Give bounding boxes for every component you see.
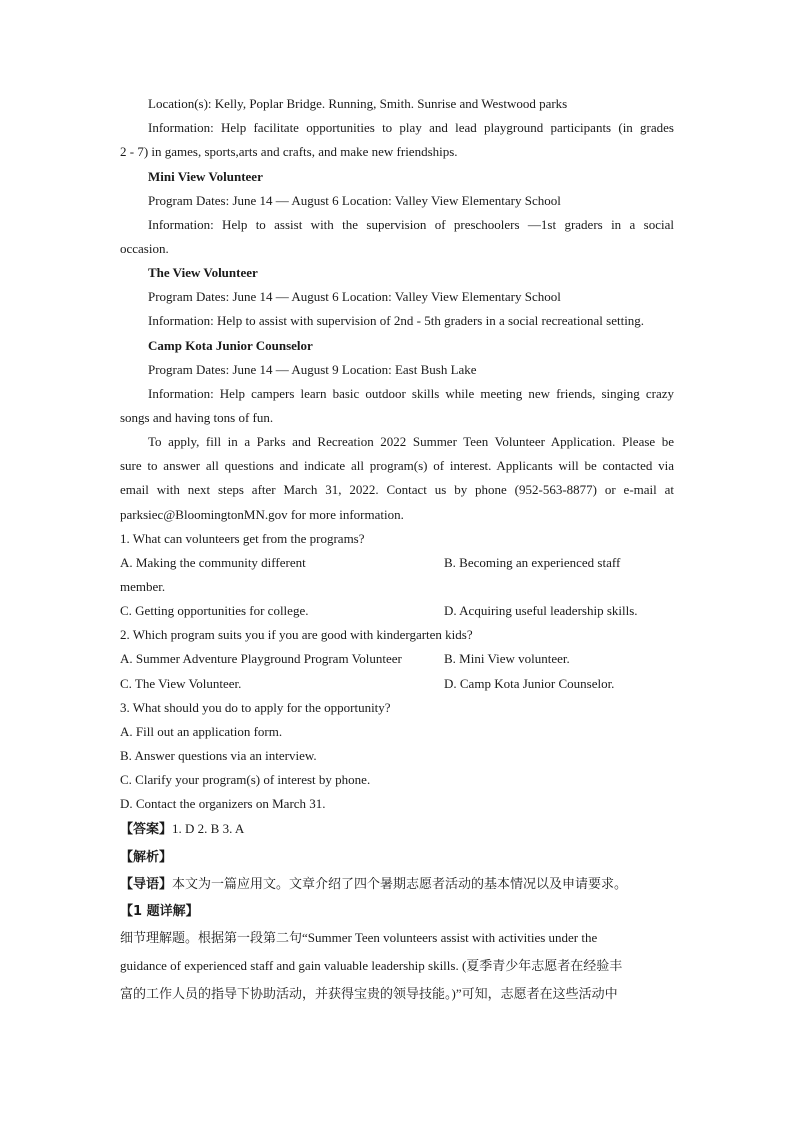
question-stem: 2. Which program suits you if you are good with kindergarten kids? (120, 627, 473, 642)
info-line: Information: Help facilitate opportunities to play and lead playground participants (in grades (148, 120, 674, 135)
info-line: occasion. (120, 241, 169, 256)
option-c: C. Clarify your program(s) of interest by phone. (120, 772, 371, 787)
option-d: D. Contact the organizers on March 31. (120, 796, 326, 811)
info-line: songs and having tons of fun. (120, 410, 274, 425)
info-line: Information: Help campers learn basic outdoor skills while meeting new friends, singing crazy (148, 386, 674, 401)
guide-text: 本文为一篇应用文。文章介绍了四个暑期志愿者活动的基本情况以及申请要求。 (172, 877, 628, 892)
guide-tag: 【导语】 (120, 877, 173, 892)
option-d: D. Acquiring useful leadership skills. (444, 603, 638, 618)
detail-line: 富的工作人员的指导下协助活动，并获得宝贵的领导技能。)”可知，志愿者在这些活动中 (120, 986, 618, 1001)
question-stem: 3. What should you do to apply for the opportunity? (120, 700, 391, 715)
info-line: Information: Help to assist with the supervision of preschoolers —1st graders in a social (148, 217, 674, 232)
detail-line: 细节理解题。根据第一段第二句“Summer Teen volunteers assist with activities under the (120, 930, 598, 945)
option-c: C. Getting opportunities for college. (120, 603, 309, 618)
info-line: Information: Help to assist with supervision of 2nd - 5th graders in a social recreational setting. (148, 313, 645, 328)
detail-line: guidance of experienced staff and gain valuable leadership skills. (夏季青少年志愿者在经验丰 (120, 958, 623, 973)
program-heading: Camp Kota Junior Counselor (148, 338, 313, 353)
option-a: A. Fill out an application form. (120, 724, 283, 739)
apply-paragraph-line: sure to answer all questions and indicate all program(s) of interest. Applicants will be contacted via (120, 458, 674, 473)
detail-tag: 【1 题详解】 (120, 904, 199, 919)
question-stem: 1. What can volunteers get from the programs? (120, 531, 365, 546)
answer-line (120, 820, 674, 839)
option-b: B. Becoming an experienced staff (444, 555, 621, 570)
analysis-heading (120, 848, 674, 867)
detail-heading (120, 902, 674, 921)
info-line: 2 - 7) in games, sports,arts and crafts, and make new friendships. (120, 144, 458, 159)
location-line: Location(s): Kelly, Poplar Bridge. Running, Smith. Sunrise and Westwood parks (148, 96, 568, 111)
option-b: B. Answer questions via an interview. (120, 748, 317, 763)
guide-line (120, 875, 674, 894)
answer-tag: 【答案】 (120, 822, 173, 837)
apply-paragraph-line: To apply, fill in a Parks and Recreation 2022 Summer Teen Volunteer Application. Please be (148, 434, 674, 449)
option-b: B. Mini View volunteer. (444, 651, 570, 666)
program-heading: The View Volunteer (148, 265, 258, 280)
answer-text: 1. D 2. B 3. A (172, 821, 245, 836)
program-dates: Program Dates: June 14 — August 6 Location: Valley View Elementary School (148, 193, 561, 208)
option-d: D. Camp Kota Junior Counselor. (444, 676, 615, 691)
option-b-continued: member. (120, 579, 166, 594)
option-a: A. Making the community different (120, 555, 306, 570)
apply-paragraph-line: parksiec@BloomingtonMN.gov for more information. (120, 507, 404, 522)
analysis-tag: 【解析】 (120, 850, 173, 865)
option-c: C. The View Volunteer. (120, 676, 242, 691)
option-a: A. Summer Adventure Playground Program Volunteer (120, 651, 402, 666)
program-heading: Mini View Volunteer (148, 169, 263, 184)
program-dates: Program Dates: June 14 — August 9 Location: East Bush Lake (148, 362, 477, 377)
apply-paragraph-line: email with next steps after March 31, 2022. Contact us by phone (952-563-8877) or e-mail at (120, 482, 674, 497)
program-dates: Program Dates: June 14 — August 6 Location: Valley View Elementary School (148, 289, 561, 304)
